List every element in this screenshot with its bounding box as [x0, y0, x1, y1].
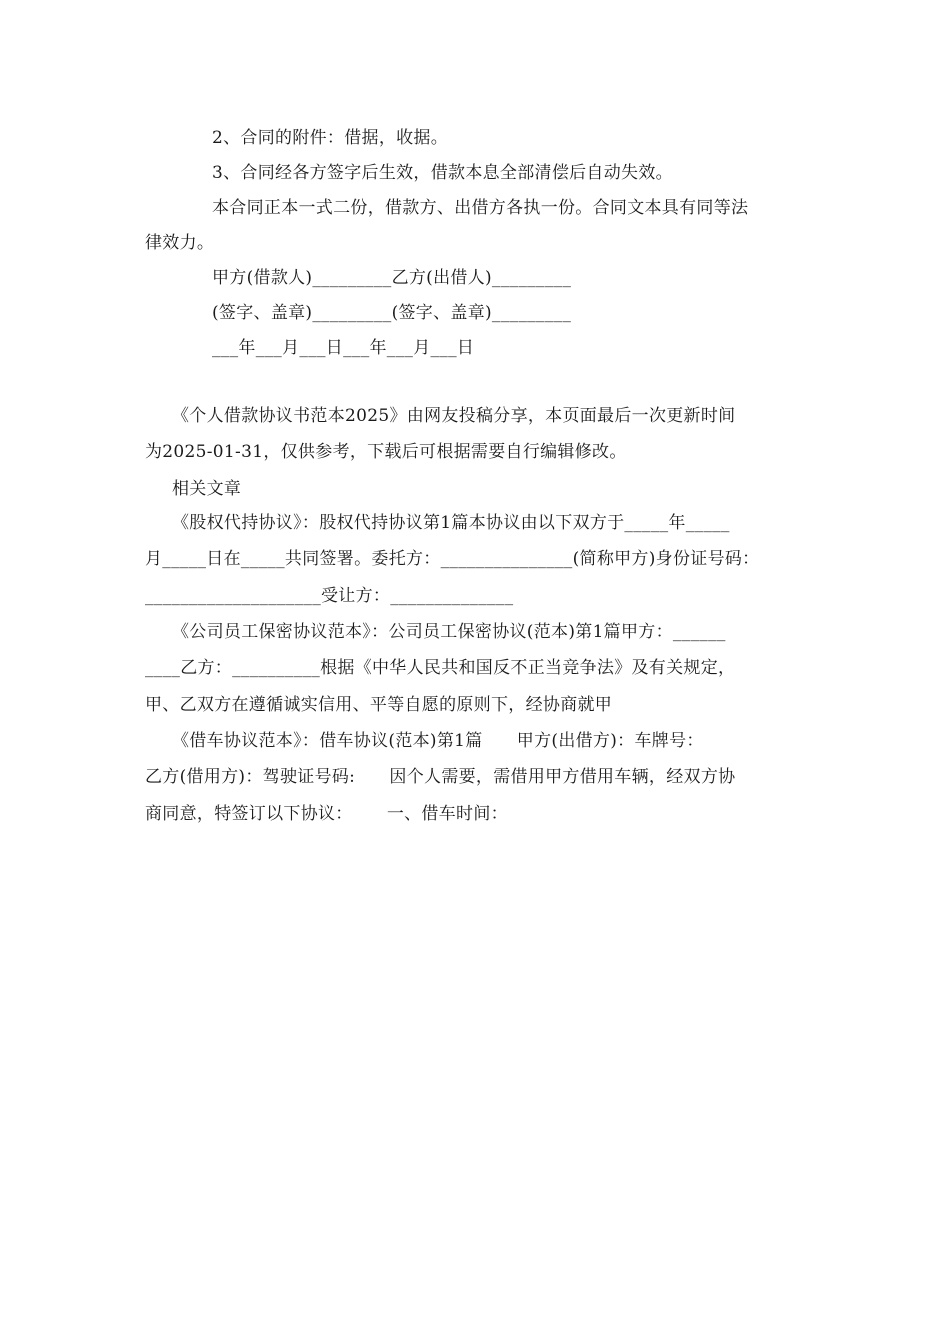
source-note-line-1: 《个人借款协议书范本2025》由网友投稿分享，本页面最后一次更新时间: [172, 406, 736, 426]
related-article-line[interactable]: 《借车协议范本》：借车协议(范本)第1篇 甲方(出借方)：车牌号：: [172, 731, 704, 751]
source-note-line-2: 为2025-01-31，仅供参考，下载后可根据需要自行编辑修改。: [145, 442, 627, 462]
related-heading: 相关文章: [172, 479, 242, 499]
contract-clause-2: 2、合同的附件：借据，收据。: [212, 128, 449, 148]
related-article-line: ____乙方：__________根据《中华人民共和国反不正当竞争法》及有关规定，: [145, 658, 736, 678]
signature-parties: 甲方(借款人)_________乙方(出借人)_________: [212, 268, 572, 288]
related-article-line[interactable]: 《公司员工保密协议范本》：公司员工保密协议(范本)第1篇甲方：______: [172, 622, 726, 642]
related-article-line: 月_____日在_____共同签署。委托方：_______________(简称甲方)身份证号码：: [145, 549, 760, 569]
related-article-line: ____________________受让方：______________: [145, 586, 514, 606]
related-article-line: 商同意，特签订以下协议： 一、借车时间：: [145, 804, 508, 824]
contract-copies-line-1: 本合同正本一式二份，借款方、出借方各执一份。合同文本具有同等法: [212, 198, 749, 218]
related-article-line: 乙方(借用方)：驾驶证号码: 因个人需要，需借用甲方借用车辆，经双方协: [145, 767, 736, 787]
related-article-line: 甲、乙双方在遵循诚实信用、平等自愿的原则下，经协商就甲: [145, 695, 613, 715]
signature-seals: (签字、盖章)_________(签字、盖章)_________: [212, 303, 572, 323]
related-article-line[interactable]: 《股权代持协议》：股权代持协议第1篇本协议由以下双方于_____年_____: [172, 513, 730, 533]
contract-copies-line-2: 律效力。: [145, 233, 215, 253]
signature-dates: ___年___月___日___年___月___日: [212, 338, 475, 358]
contract-clause-3: 3、合同经各方签字后生效，借款本息全部清偿后自动失效。: [212, 163, 673, 183]
